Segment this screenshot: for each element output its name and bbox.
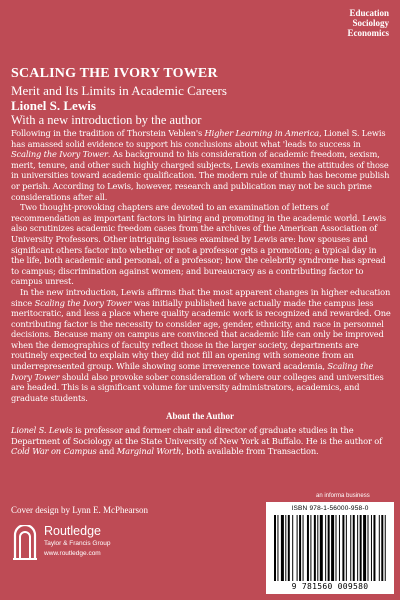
description-paragraph: Following in the tradition of Thorstein Veblen's Higher Learning in America, Lionel S. Lewis has amassed solid evidence to support his conclusions about what 'leads to success in Scaling the Ivory Tower. As background to his consideration of academic freedom, sexism, merit, tenure, and other such highly charged subjects, Lewis examines the attitudes of those in universities toward academic qualification. The modern rule of thumb has become publish or perish. According to Lewis, however, research and publication may not be such prime considerations after all. xyxy=(11,128,390,202)
cover-design-credit: Cover design by Lynn E. McPhearson xyxy=(11,505,148,515)
about-author-text: Lionel S. Lewis is professor and former chair and director of graduate studies in the Department of Sociology at the State University of New York at Buffalo. He is the author of Cold War on Campus and Marginal Worth, both available from Transaction. xyxy=(11,425,383,457)
about-author-heading: About the Author xyxy=(165,411,234,421)
publisher-url: www.routledge.com xyxy=(44,550,101,557)
book-author: Lionel S. Lewis xyxy=(11,98,96,113)
description-paragraph: Two thought-provoking chapters are devoted to an examination of letters of recommendation as important factors in hiring and promoting in the academic world. Lewis also scrutinizes academic freedom cases from the archives of the American Association of University Professors. Other intriguing issues examined by Lewis are: how spouses and significant others factor into whether or not a professor gets a promotion; a typical day in the life, both academic and personal, of a professor; how the celebrity syndrome has spread to campus; discrimination against women; and bureaucracy as a contributing factor to campus unrest. xyxy=(11,202,386,287)
publisher-group: Taylor & Francis Group xyxy=(44,540,111,547)
subject-economics: Economics xyxy=(347,28,389,38)
informa-tagline: an informa business xyxy=(316,493,370,499)
description xyxy=(11,128,391,403)
barcode-digits: 9 781560 009580 xyxy=(291,582,369,591)
barcode-bars-icon xyxy=(274,515,386,581)
isbn-number: ISBN 978-1-56000-958-0 xyxy=(291,505,369,512)
subject-sociology: Sociology xyxy=(352,18,389,28)
routledge-logo-icon xyxy=(11,525,39,561)
description-paragraph: In the new introduction, Lewis affirms that the most apparent changes in higher education since Scaling the Ivory Tower was initially published have actually made the campus less meritocratic, and less a place where quality academic work is recognized and rewarded. One contributing factor is the necessity to consider age, gender, ethnicity, and race in personnel decisions. Because many on campus are convinced that academic life can only be improved when the demographics of faculty reflect those in the larger society, departments are routinely expected to explain why they did not fill an opening with someone from an underrepresented group. While showing some irreverence toward academia, Scaling the Ivory Tower should also provoke sober consideration of where our colleges and universities are headed. This is a significant volume for university administrators, academics, and graduate students. xyxy=(11,286,391,403)
book-subtitle: Merit and Its Limits in Academic Careers xyxy=(11,83,227,98)
subject-education: Education xyxy=(349,8,389,18)
publisher-name: Routledge xyxy=(44,524,101,538)
subject-categories xyxy=(348,8,390,38)
isbn-barcode xyxy=(266,502,394,594)
book-title: SCALING THE IVORY TOWER xyxy=(11,66,218,81)
intro-note: With a new introduction by the author xyxy=(11,113,202,127)
